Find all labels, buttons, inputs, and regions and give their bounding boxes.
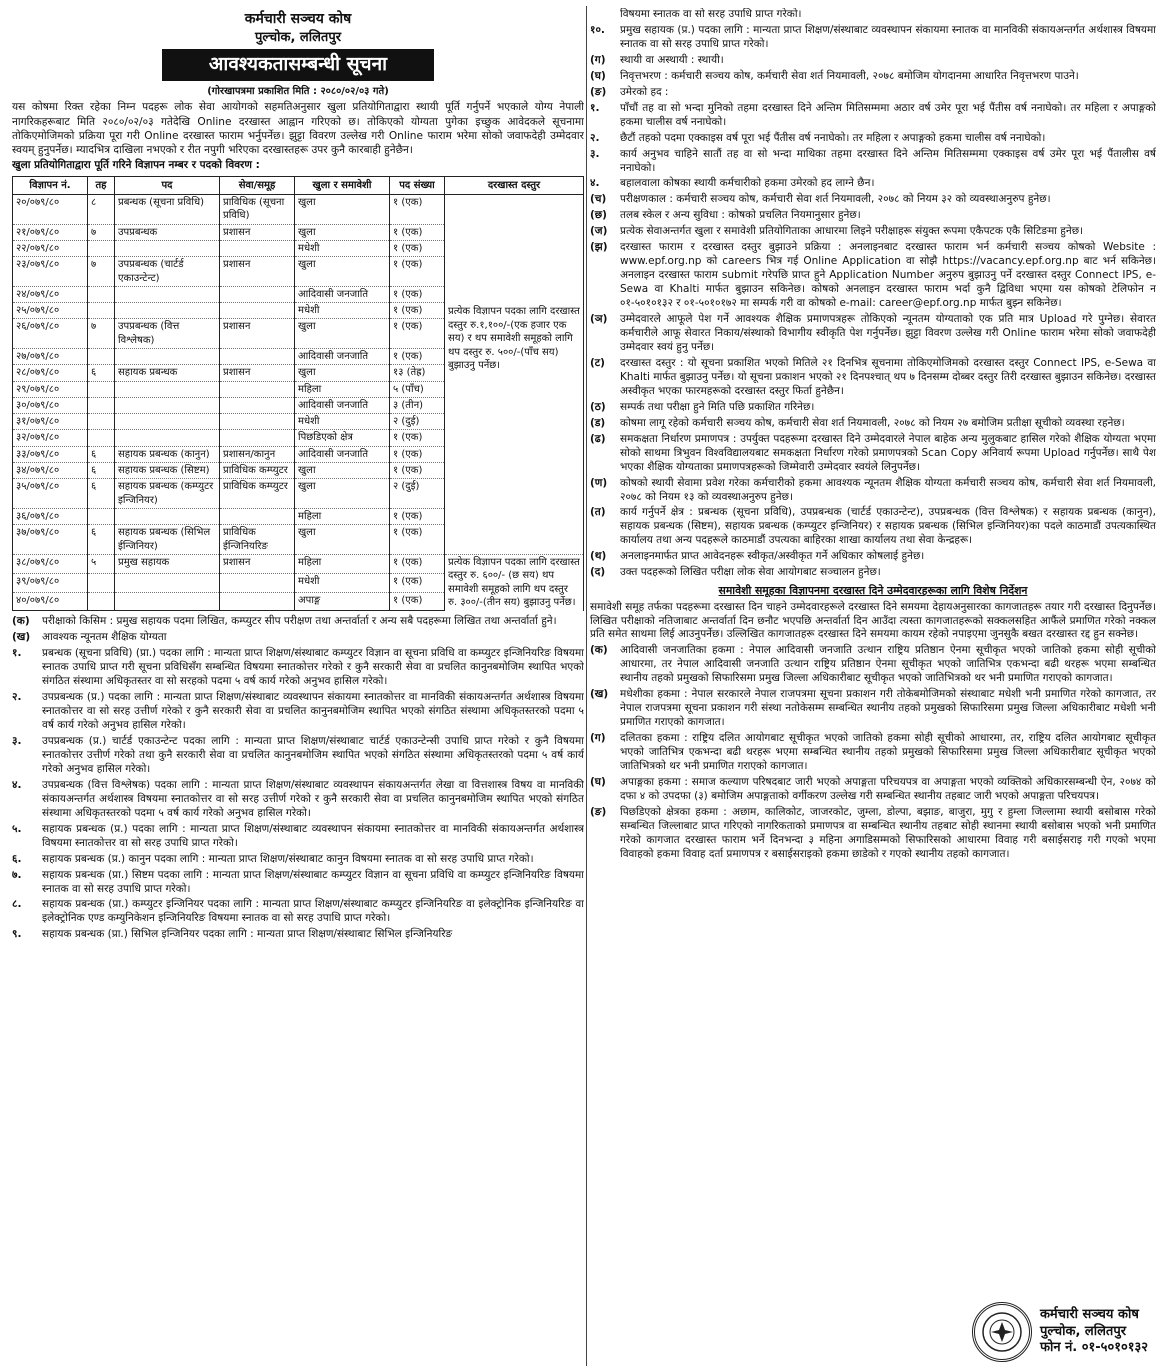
post-cell: सहायक प्रबन्धक (सिभिल ईन्जिनियर): [115, 525, 220, 555]
item-text: आदिवासी जनजातिका हकमा : नेपाल आदिवासी जनजाति उत्थान राष्ट्रिय प्रतिष्ठान ऐनमा सूचीकृत भएको जातिको हकमा सोही सूचीको आधारमा, तर नेपाल आदिवासी जनजाति उत्थान राष्ट्रिय प्रतिष्ठान ऐनमा सूचीकृत भएको जातिभित्र एकभन्दा बढी थरहरू भएमा सम्बन्धित स्थानीय तहको प्रमुखको सिफारिसमा प्रमुख जिल्ला अधिकारीबाट सूचीकृत भएको जातिभित्रको थर भनी प्रमाणित गराएको कागजात।: [620, 644, 1156, 685]
clause-item: [590, 433, 1156, 475]
service-cell: प्राविधिक ईन्जिनियरिङ: [220, 525, 295, 555]
item-marker: (घ): [590, 776, 606, 789]
col-header-post: पद: [115, 176, 220, 194]
qualification-item: [12, 779, 584, 821]
count-cell: १ (एक): [390, 257, 445, 287]
category-cell: खुला: [295, 525, 390, 555]
service-cell: [220, 286, 295, 302]
level-cell: ६: [88, 365, 115, 381]
category-cell: मधेशी: [295, 573, 390, 592]
level-cell: ६: [88, 446, 115, 462]
count-cell: १ (एक): [390, 525, 445, 555]
level-cell: [88, 414, 115, 430]
special-instruction-item: [590, 776, 1156, 804]
clause-item: [590, 417, 1156, 431]
item-marker: (क): [590, 644, 608, 657]
footer-phone: फोन नं. ०१-५०१०१३२: [1039, 1340, 1148, 1356]
category-cell: खुला: [295, 319, 390, 349]
item-marker: (ठ): [590, 400, 606, 413]
item-marker: (ञ): [590, 313, 608, 326]
ad-no-cell: ३९/०७९/८०: [13, 573, 88, 592]
item-text: सहायक प्रबन्धक (प्रा.) कम्प्युटर इन्जिनियर पदका लागि : मान्यता प्राप्त शिक्षण/संस्थाबाट कम्प्युटर इन्जिनियरिङ वा इलेक्ट्रोनिक इन्जिनियरिङ वा इलेक्ट्रोनिक एण्ड कम्युनिकेशन इन्जिनियरिङ विषयमा स्नातक वा सो सरह उपाधि प्राप्त गरेको।: [42, 898, 584, 925]
level-cell: ८: [88, 195, 115, 225]
item-marker: २.: [12, 691, 22, 704]
item-marker: (झ): [590, 241, 608, 254]
special-instruction-item: [590, 688, 1156, 730]
item-text: उमेरको हद :: [620, 85, 669, 98]
ad-no-cell: ३०/०७९/८०: [13, 397, 88, 413]
service-cell: [220, 397, 295, 413]
ad-no-cell: ३८/०७९/८०: [13, 554, 88, 573]
clause-item: [590, 566, 1156, 580]
item-marker: (त): [590, 506, 606, 519]
item-text: समकक्षता निर्धारण प्रमाणपत्र : उपर्युक्त पदहरूमा दरखास्त दिने उम्मेदवारले नेपाल बाहेक अन्य मुलुकबाट हासिल गरेको शैक्षिक योग्यता भएमा सोको साथमा त्रिभुवन विश्वविद्यालयबाट समकक्षता निर्धारण गरेको प्रमाणपत्रको Scan Copy अनिवार्य रूपमा Upload गर्नुपर्नेछ। साथै पेश भएका शैक्षिक योग्यताका प्रमाणपत्रहरूको जिम्मेवारी उम्मेदवार स्वयंले लिनुपर्नेछ।: [620, 432, 1156, 473]
qualification-item: [12, 647, 584, 689]
col-header-category: खुला र समावेशी: [295, 176, 390, 194]
qualification-item: [12, 928, 584, 942]
item-marker: १०.: [590, 23, 605, 36]
count-cell: १ (एक): [390, 286, 445, 302]
item-marker: (क): [12, 615, 30, 628]
level-cell: [88, 286, 115, 302]
count-cell: १ (एक): [390, 592, 445, 611]
post-cell: [115, 573, 220, 592]
clause-item: [590, 102, 1156, 130]
post-cell: [115, 240, 220, 256]
item-marker: (ख): [590, 688, 609, 701]
qualification-item: [12, 691, 584, 733]
clause-item: [590, 477, 1156, 505]
clause-item: [590, 177, 1156, 191]
count-cell: १ (एक): [390, 573, 445, 592]
post-cell: उपप्रबन्धक (चार्टर्ड एकाउन्टेन्ट): [115, 257, 220, 287]
item-marker: ७.: [12, 868, 22, 881]
table-caption: खुला प्रतियोगिताद्वारा पूर्ति गरिने विज्ञापन नम्बर र पदको विवरण :: [12, 158, 260, 171]
ad-no-cell: ४०/०७९/८०: [13, 592, 88, 611]
item-marker: (च): [590, 193, 607, 206]
ad-no-cell: २०/०७९/८०: [13, 195, 88, 225]
clause-item: [590, 132, 1156, 146]
count-cell: १ (एक): [390, 446, 445, 462]
count-cell: १ (एक): [390, 195, 445, 225]
item-text: उम्मेदवारले आफूले पेश गर्ने आवश्यक शैक्षिक प्रमाणपत्रहरू तोकिएको न्यूनतम योग्यताको एक प्रति मात्र Upload गरे पुग्नेछ। सेवारत कर्मचारीले आफू सेवारत निकाय/संस्थाको विभागीय स्वीकृति पेश गर्नुपर्नेछ। झुट्टा विवरण उल्लेख गरी Online फाराम भरेमा सोको जवाफदेही उम्मेदवार स्वयं हुनु पर्नेछ।: [620, 313, 1156, 353]
service-cell: [220, 508, 295, 524]
special-instruction-item: [590, 806, 1156, 862]
col-header-ad-no: विज्ञापन नं.: [13, 176, 88, 194]
service-cell: [220, 381, 295, 397]
item-text: परीक्षाको किसिम : प्रमुख सहायक पदमा लिखित, कम्प्युटर सीप परीक्षण तथा अन्तर्वार्ता र अन्य सबै पदहरूमा लिखित तथा अन्तर्वार्ता हुने।: [42, 615, 557, 628]
level-cell: [88, 303, 115, 319]
item-text: प्रबन्धक (सूचना प्रविधि) (प्रा.) पदका लागि : मान्यता प्राप्त शिक्षण/संस्थाबाट कम्प्युटर विज्ञान वा सूचना प्रविधि वा कम्प्युटर इन्जिनियरिङ विषयमा स्नातक उपाधि प्राप्त गरी सूचना प्रविधिसँग सम्बन्धित विषयमा स्नातकोत्तर गरेको र कुनै सरकारी सेवा वा प्रचलित कानुनबमोजिम स्थापित भएको संगठित संस्थामा अधिकृतस्तर वा सो सरहको पदमा ५ वर्ष कार्य गरेको अनुभव हासिल गरेको।: [42, 647, 584, 688]
item-marker: (ण): [590, 476, 608, 489]
clause-item: [590, 86, 1156, 100]
item-marker: (छ): [590, 209, 607, 222]
category-cell: मधेशी: [295, 414, 390, 430]
category-cell: मधेशी: [295, 303, 390, 319]
category-cell: खुला: [295, 479, 390, 509]
footer-location: पुल्चोक, ललितपुर: [1039, 1323, 1127, 1339]
item-text: सहायक प्रबन्धक (प्र.) कानुन पदका लागि : मान्यता प्राप्त शिक्षण/संस्थाबाट कानुन विषयमा स्नातक वा सो सरह उपाधि प्राप्त गरेको।: [42, 852, 534, 865]
item-text: पाँचौं तह वा सो भन्दा मुनिको तहमा दरखास्त दिने अन्तिम मितिसम्ममा अठार वर्ष उमेर पूरा भई पैंतीस वर्ष ननाघेको। तर महिला र अपाङ्गको हकमा चालीस वर्ष ननाघेको।: [620, 101, 1156, 128]
special-instruction-item: [590, 644, 1156, 686]
special-instruction-item: [590, 732, 1156, 774]
item-text: सम्पर्क तथा परीक्षा हुने मिति पछि प्रकाशित गरिनेछ।: [620, 400, 815, 413]
post-cell: [115, 381, 220, 397]
qualification-item: [12, 853, 584, 867]
category-cell: खुला: [295, 195, 390, 225]
table-row: [13, 554, 584, 573]
count-cell: १ (एक): [390, 348, 445, 364]
notice-page: [6, 6, 1156, 1366]
item-text: सहायक प्रबन्धक (प्रा.) सिभिल इन्जिनियर पदका लागि : मान्यता प्राप्त शिक्षण/संस्थाबाट सिभिल इन्जिनियरिङ: [42, 928, 453, 941]
item-marker: (थ): [590, 550, 607, 563]
level-cell: ७: [88, 224, 115, 240]
item-text: उपप्रबन्धक (प्र.) चार्टर्ड एकाउन्टेन्ट पदका लागि : मान्यता प्राप्त शिक्षण/संस्थाबाट चार्टर्ड एकाउन्टेन्सी उपाधि प्राप्त गरेको र कुनै विषयमा स्नातकोत्तर उत्तीर्ण गरेको तथा कुनै सरकारी सेवा वा प्रचलित कानुनबमोजिम स्थापित भएको संगठित संस्थामा अधिकृतस्तरको पदमा ५ वर्ष कार्य गरेको अनुभव हासिल गरेको।: [42, 734, 584, 775]
post-cell: सहायक प्रबन्धक (कानुन): [115, 446, 220, 462]
level-cell: ६: [88, 525, 115, 555]
post-cell: [115, 397, 220, 413]
level-cell: ७: [88, 257, 115, 287]
category-cell: महिला: [295, 554, 390, 573]
count-cell: १ (एक): [390, 463, 445, 479]
clause-item: [590, 357, 1156, 399]
item-text: कार्य अनुभव चाहिने सातौं तह वा सो भन्दा माथिका तहमा दरखास्त दिने अन्तिम मितिसम्ममा एक्काइस वर्ष उमेर पूरा भई पैंतालीस वर्ष ननाघेको।: [620, 147, 1156, 174]
ad-no-cell: ३७/०७९/८०: [13, 525, 88, 555]
clause-item: [590, 70, 1156, 84]
category-cell: मधेशी: [295, 240, 390, 256]
org-location: पुल्चोक, ललितपुर: [254, 29, 342, 45]
category-cell: आदिवासी जनजाति: [295, 397, 390, 413]
item-text: कोषको स्थायी सेवामा प्रवेश गरेका कर्मचारीको हकमा आवश्यक न्यूनतम शैक्षिक योग्यता कर्मचारी सञ्चय कोष, कर्मचारी सेवा शर्त नियमावली, २०७८ को नियम १३ को व्यवस्थाअनुरुप हुनेछ।: [620, 476, 1156, 503]
post-cell: उपप्रबन्धक: [115, 224, 220, 240]
service-cell: प्रशासन: [220, 224, 295, 240]
count-cell: १ (एक): [390, 303, 445, 319]
qualification-item: [12, 898, 584, 926]
item-text: बहालवाला कोषका स्थायी कर्मचारीको हकमा उमेरको हद लाग्ने छैन।: [620, 177, 875, 190]
item-text: परीक्षणकाल : कर्मचारी सञ्चय कोष, कर्मचारी सेवा शर्त नियमावली, २०७८ को नियम ३२ को व्यवस्थाअनुरुप हुनेछ।: [620, 193, 1051, 206]
item-marker: (ढ): [590, 432, 606, 445]
clause-item: [590, 54, 1156, 68]
item-marker: ३.: [12, 734, 22, 747]
clause-item: [590, 401, 1156, 415]
service-cell: [220, 573, 295, 592]
service-cell: प्राविधिक (सूचना प्रविधि): [220, 195, 295, 225]
item-text: अनलाइनमार्फत प्राप्त आवेदनहरू स्वीकृत/अस्वीकृत गर्ने अधिकार कोषलाई हुनेछ।: [620, 550, 925, 563]
item-text: मधेशीका हकमा : नेपाल सरकारले नेपाल राजपत्रमा सूचना प्रकाशन गरी तोकेबमोजिमको संस्थाबाट मधेशी भनी प्रमाणित गरेको कागजात, तर नेपाल राजपत्रमा सूचना प्रकाशन गरी संस्था नतोकेसम्म सम्बन्धित स्थानीय तहको प्रमुखको सिफारिसमा प्रमुख जिल्ला अधिकारीबाट मधेशी भनी प्रमाणित गराएको कागजात।: [620, 688, 1156, 729]
exam-sections: [12, 615, 584, 645]
post-cell: सहायक प्रबन्धक (कम्प्युटर इन्जिनियर): [115, 479, 220, 509]
category-cell: आदिवासी जनजाति: [295, 446, 390, 462]
post-cell: उपप्रबन्धक (वित्त विश्लेषक): [115, 319, 220, 349]
service-cell: [220, 592, 295, 611]
clause-item: [590, 148, 1156, 176]
clause-item: [590, 209, 1156, 223]
item-marker: (ड): [590, 416, 606, 429]
clause-item: [590, 506, 1156, 548]
qualification-item: [12, 735, 584, 777]
service-cell: प्रशासन: [220, 554, 295, 573]
left-column: [12, 8, 584, 1366]
count-cell: १३ (तेह्र): [390, 365, 445, 381]
item-marker: (ङ): [590, 805, 607, 818]
ad-no-cell: २३/०७९/८०: [13, 257, 88, 287]
item-text: अपाङ्गका हकमा : समाज कल्याण परिषदबाट जारी भएको अपाङ्गता परिचयपत्र वा अपाङ्गता भएको व्यक्तिको अधिकारसम्बन्धी ऐन, २०७४ को दफा ४ को उपदफा (३) बमोजिम अपाङ्गताको वर्गीकरण उल्लेख गरी सम्बन्धित स्थानीय तहबाट जारी भएको अपाङ्गता परिचयपत्र।: [620, 776, 1156, 802]
clause-item: [590, 24, 1156, 52]
col-header-service: सेवा/समूह: [220, 176, 295, 194]
count-cell: ३ (तीन): [390, 397, 445, 413]
post-cell: प्रबन्धक (सूचना प्रविधि): [115, 195, 220, 225]
clause-item: [590, 550, 1156, 564]
post-cell: [115, 430, 220, 446]
special-instruction-title: समावेशी समूहका विज्ञापनमा दरखास्त दिने उम्मेदवारहरूका लागि विशेष निर्देशन: [718, 584, 1028, 598]
level-cell: ७: [88, 319, 115, 349]
category-cell: महिला: [295, 508, 390, 524]
ad-no-cell: २७/०७९/८०: [13, 348, 88, 364]
item-marker: ९.: [12, 928, 22, 941]
count-cell: २ (दुई): [390, 414, 445, 430]
level-cell: [88, 592, 115, 611]
item-text: सहायक प्रबन्धक (प्र.) पदका लागि : मान्यता प्राप्त शिक्षण/संस्थाबाट व्यवस्थापन संकायमा स्नातकोत्तर वा मानविकी संकायअन्तर्गत अर्थशास्त्र विषयमा स्नातकोत्तर वा सो सरह उपाधि प्राप्त गरेको।: [42, 822, 584, 849]
clause-item: [590, 193, 1156, 207]
fee-cell: प्रत्येक विज्ञापन पदका लागि दरखास्त दस्तुर रु.१,१००/-(एक हजार एक सय) र थप समावेशी समूहको लागि थप दस्तुर रु. ५००/-(पाँच सय) बुझाउनु पर्नेछ।: [445, 195, 584, 555]
item-text: आवश्यक न्यूनतम शैक्षिक योग्यता: [42, 631, 167, 644]
count-cell: १ (एक): [390, 319, 445, 349]
service-cell: प्रशासन: [220, 257, 295, 287]
category-cell: पिछडिएको क्षेत्र: [295, 430, 390, 446]
item-marker: ४.: [590, 177, 600, 190]
col-header-count: पद संख्या: [390, 176, 445, 194]
level-cell: [88, 397, 115, 413]
service-cell: प्रशासन: [220, 319, 295, 349]
clause-item: [590, 313, 1156, 355]
item-marker: १.: [590, 101, 600, 114]
level-cell: [88, 381, 115, 397]
item-text: प्रत्येक सेवाअन्तर्गत खुला र समावेशी प्रतियोगिताका आधारमा लिइने परीक्षाहरू संयुक्त रूपमा एकैपटक एकै सिटिङमा हुनेछ।: [620, 225, 1084, 238]
qualification-item: [12, 869, 584, 897]
count-cell: १ (एक): [390, 240, 445, 256]
item-text: सहायक प्रबन्धक (प्रा.) सिष्टम पदका लागि : मान्यता प्राप्त शिक्षण/संस्थाबाट कम्प्युटर विज्ञान वा सूचना प्रविधि वा कम्प्युटर इन्जिनियरिङ विषयमा स्नातक वा सो सरह उपाधि प्राप्त गरेको।: [42, 868, 584, 895]
qualification-item: [12, 823, 584, 851]
signature-block: [972, 1302, 1148, 1362]
table-row: [13, 195, 584, 225]
item-marker: (ट): [590, 356, 605, 369]
service-cell: प्रशासन/कानुन: [220, 446, 295, 462]
continued-text: विषयमा स्नातक वा सो सरह उपाधि प्राप्त गरेको।: [620, 8, 802, 20]
fee-cell: प्रत्येक विज्ञापन पदका लागि दरखास्त दस्तुर रु. ६००/- (छ सय) थप समावेशी समूहको लागि थप दस्तुर रु. ३००/-(तीन सय) बुझाउनु पर्नेछ।: [445, 554, 584, 611]
item-text: कोषमा लागू रहेको कर्मचारी सञ्चय कोष, कर्मचारी सेवा शर्त नियमावली, २०७८ को नियम २७ बमोजिम प्रतीक्षा सूचीको व्यवस्था रहनेछ।: [620, 416, 1125, 429]
item-marker: (घ): [590, 69, 606, 82]
special-instruction-intro: समावेशी समूह तर्फका पदहरूमा दरखास्त दिन चाहने उम्मेदवारहरूले दरखास्त दिने समयमा देहायअनुसारका कागजातहरू तयार गरी दरखास्त दिनुपर्नेछ। लिखित परीक्षाको नतिजाबाट अन्तर्वार्ता दिन छनौट भएपछि अन्तर्वार्ता दिन आउँदा त्यस्ता कागजातहरूको सक्कलसहित आफैंले प्रमाणित गरेको नक्कल प्रति समेत साथमा लिई आउनुपर्नेछ। उल्लिखित कागजातहरू दरखास्त दिने समयमा कायम रहेको नपाइएमा जुनसुकै बखत दरखास्त रद्द हुन सक्नेछ।: [590, 600, 1156, 641]
service-cell: प्राविधिक कम्प्युटर: [220, 479, 295, 509]
category-cell: खुला: [295, 365, 390, 381]
ad-no-cell: २२/०७९/८०: [13, 240, 88, 256]
item-text: निवृत्तभरण : कर्मचारी सञ्चय कोष, कर्मचारी सेवा शर्त नियमावली, २०७८ बमोजिम योगदानमा आधारित निवृत्तभरण पाउने।: [620, 69, 1079, 82]
item-marker: ५.: [12, 822, 22, 835]
ad-no-cell: २१/०७९/८०: [13, 224, 88, 240]
item-text: तलब स्केल र अन्य सुविधा : कोषको प्रचलित नियमानुसार हुनेछ।: [620, 209, 861, 222]
category-cell: खुला: [295, 224, 390, 240]
col-header-level: तह: [88, 176, 115, 194]
post-cell: [115, 414, 220, 430]
item-marker: १.: [12, 647, 22, 660]
level-cell: [88, 430, 115, 446]
post-cell: [115, 286, 220, 302]
vacancy-table: [12, 176, 584, 612]
post-cell: सहायक प्रबन्धक (सिष्टम): [115, 463, 220, 479]
count-cell: १ (एक): [390, 554, 445, 573]
ad-no-cell: २४/०७९/८०: [13, 286, 88, 302]
post-cell: [115, 348, 220, 364]
ad-no-cell: ३३/०७९/८०: [13, 446, 88, 462]
org-name: कर्मचारी सञ्चय कोष: [244, 11, 352, 27]
level-cell: ६: [88, 463, 115, 479]
section-item: [12, 615, 584, 629]
level-cell: [88, 573, 115, 592]
item-text: दलितका हकमा : राष्ट्रिय दलित आयोगबाट सूचीकृत भएको जातिको हकमा सोही सूचीको आधारमा, तर, राष्ट्रिय दलित आयोगबाट सूचीकृत भएको जातिभित्र एकभन्दा बढी थरहरू भएमा सम्बन्धित स्थानीय तहको प्रमुखको सिफारिसमा प्रमुख जिल्ला अधिकारीबाट सूचीकृत भएको जातिभित्रको थर भनी प्रमाणित गराएको कागजात।: [620, 732, 1156, 773]
clause-item: [590, 225, 1156, 239]
item-text: कार्य गर्नुपर्ने क्षेत्र : प्रबन्धक (सूचना प्रविधि), उपप्रबन्धक (चार्टर्ड एकाउन्टेन्ट), उपप्रबन्धक (वित्त विश्लेषक) र सहायक प्रबन्धक (कानुन), सहायक प्रबन्धक (सिष्टम), सहायक प्रबन्धक (कम्प्युटर इन्जिनियर) र सहायक प्रबन्धक (सिभिल इन्जिनियर)का पदले काठमाडौं उपत्यकास्थित कार्यालय तथा अन्य पदहरूले काठमाडौं उपत्यका बाहिरका शाखा कार्यालय तथा सेवा केन्द्रहरू।: [620, 506, 1156, 547]
ad-no-cell: ३४/०७९/८०: [13, 463, 88, 479]
post-cell: सहायक प्रबन्धक: [115, 365, 220, 381]
item-marker: ६.: [12, 852, 22, 865]
item-text: छैटौं तहको पदमा एक्काइस वर्ष पूरा भई पैंतीस वर्ष ननाघेको। तर महिला र अपाङ्गको हकमा चालीस वर्ष ननाघेको।: [620, 131, 1046, 144]
count-cell: २ (दुई): [390, 479, 445, 509]
service-cell: प्राविधिक कम्प्युटर: [220, 463, 295, 479]
ad-no-cell: २५/०७९/८०: [13, 303, 88, 319]
item-marker: (ग): [590, 53, 606, 66]
post-cell: [115, 592, 220, 611]
ad-no-cell: ३१/०७९/८०: [13, 414, 88, 430]
section-item: [12, 631, 584, 645]
item-marker: ८.: [12, 898, 22, 911]
col-header-fee: दरखास्त दस्तुर: [445, 176, 584, 194]
category-cell: खुला: [295, 463, 390, 479]
item-text: उपप्रबन्धक (वित्त विश्लेषक) पदका लागि : मान्यता प्राप्त शिक्षण/संस्थाबाट व्यवस्थापन संकायअन्तर्गत लेखा वा वित्तशास्त्र विषय वा मानविकी संकायअन्तर्गत अर्थशास्त्र विषयमा स्नातकोत्तर वा सो सरह उत्तीर्ण गरेको र कुनै सरकारी सेवा वा प्रचलित कानुनबमोजिम स्थापित भएको संगठित संस्थामा अधिकृतस्तरको पदमा ५ वर्ष कार्य गरेको अनुभव हासिल गरेको।: [42, 778, 584, 819]
item-text: दरखास्त दस्तुर : यो सूचना प्रकाशित भएको मितिले २१ दिनभित्र सूचनामा तोकिएमोजिमको दरखास्त दस्तुर Connect IPS, e-Sewa वा Khalti मार्फत बुझाउनु पर्नेछ। यो सूचना प्रकाशन भएको २१ दिनपश्चात् थप ७ दिनसम्म दोब्बर दस्तुर तिरी दरखास्त बुझाउन सकिनेछ। दरखास्त अस्वीकृत भएका फारमहरूको दरखास्त दस्तुर फिर्ता हुनेछैन।: [620, 356, 1156, 397]
service-cell: [220, 240, 295, 256]
level-cell: ६: [88, 479, 115, 509]
count-cell: १ (एक): [390, 430, 445, 446]
service-cell: प्रशासन: [220, 365, 295, 381]
post-cell: [115, 303, 220, 319]
service-cell: [220, 414, 295, 430]
category-cell: आदिवासी जनजाति: [295, 286, 390, 302]
item-marker: (द): [590, 566, 606, 579]
notice-title: आवश्यकतासम्बन्धी सूचना: [162, 49, 434, 81]
item-text: उक्त पदहरूको लिखित परीक्षा लोक सेवा आयोगबाट सञ्चालन हुनेछ।: [620, 566, 881, 579]
item-marker: २.: [590, 131, 600, 144]
service-cell: [220, 303, 295, 319]
item-text: पिछडिएको क्षेत्रका हकमा : अछाम, कालिकोट, जाजरकोट, जुम्ला, डोल्पा, बझाङ, बाजुरा, मुगु र हुम्ला जिल्लामा स्थायी बसोबास गरेको सम्बन्धित जिल्लाबाट प्राप्त गरिएको नागरिकताको प्रमाणपत्र वा सम्बन्धित स्थानीय तहबाट सोही स्थानमा स्थायी बसोबास भएको भनी प्रमाणित गरेको कागजात दरखास्त फाराम भर्ने दिनभन्दा ३ महिना अगाडिसम्मको सिफारिसको आधारमा विवाह गरी बसाईसराइ गरी गएको भएमा विवाहको हकमा विवाह दर्ता प्रमाणपत्र र बसाईसराइको हकमा छाडेको र गएको स्थानीय तहको कागजात।: [620, 805, 1156, 860]
level-cell: ५: [88, 554, 115, 573]
intro-paragraph: यस कोषमा रिक्त रहेका निम्न पदहरू लोक सेवा आयोगको सहमतिअनुसार खुला प्रतियोगिताद्वारा स्थायी पूर्ति गर्नुपर्ने भएकाले योग्य नेपाली नागरिकहरूबाट मिति २०८०/०२/०३ गतेदेखि Online दरखास्त आह्वान गरिएको छ। तोकिएको योग्यता पुगेका इच्छुक आवेदकले सूचनामा तोकिएमोजिमको प्रक्रिया पूरा गरी Online दरखास्त फाराम भर्नुपर्नेछ। झुट्टा विवरण उल्लेख गरी Online फाराम भरेमा सोको जवाफदेही उम्मेदवार स्वयम् हुनुपर्नेछ। म्यादभित्र दाखिला नभएको र रीत नपुगी भरिएका दरखास्तहरू उपर कुनै कारबाही हुनेछैन।: [12, 101, 584, 156]
category-cell: खुला: [295, 257, 390, 287]
item-text: स्थायी वा अस्थायी : स्थायी।: [620, 53, 724, 66]
qualification-list: [12, 647, 584, 942]
category-cell: महिला: [295, 381, 390, 397]
item-marker: (ख): [12, 631, 31, 644]
ad-no-cell: ३५/०७९/८०: [13, 479, 88, 509]
level-cell: [88, 348, 115, 364]
ad-no-cell: २८/०७९/८०: [13, 365, 88, 381]
item-marker: (ज): [590, 225, 608, 238]
item-marker: (ङ): [590, 85, 607, 98]
category-cell: अपाङ्ग: [295, 592, 390, 611]
footer-org: कर्मचारी सञ्चय कोष: [1039, 1306, 1139, 1322]
service-cell: [220, 348, 295, 364]
ad-no-cell: ३२/०७९/८०: [13, 430, 88, 446]
item-marker: ३.: [590, 147, 600, 160]
item-marker: ४.: [12, 778, 22, 791]
item-text: उपप्रबन्धक (प्र.) पदका लागि : मान्यता प्राप्त शिक्षण/संस्थाबाट व्यवस्थापन संकायमा स्नातकोत्तर वा मानविकी संकायअन्तर्गत अर्थशास्त्र विषयमा स्नातकोत्तर वा सो सरह उत्तीर्ण गरेको र कुनै सरकारी सेवा वा प्रचलित कानुनबमोजिम स्थापित भएको संगठित संस्थामा अधिकृतस्तरको पदमा ५ वर्ष कार्य गरेको अनुभव हासिल गरेको।: [42, 691, 584, 732]
ad-no-cell: ३६/०७९/८०: [13, 508, 88, 524]
post-cell: प्रमुख सहायक: [115, 554, 220, 573]
special-instruction-list: [590, 644, 1156, 861]
level-cell: [88, 240, 115, 256]
post-cell: [115, 508, 220, 524]
publish-date: (गोरखापत्रमा प्रकाशित मिति : २०८०/०२/०३ गते): [207, 86, 389, 98]
ad-no-cell: २६/०७९/८०: [13, 319, 88, 349]
table-header-row: [13, 176, 584, 194]
column-divider: [586, 6, 587, 1366]
epf-seal-icon: [972, 1302, 1032, 1362]
count-cell: ५ (पाँच): [390, 381, 445, 397]
item-text: दरखास्त फाराम र दरखास्त दस्तुर बुझाउने प्रक्रिया : अनलाइनबाट दरखास्त फाराम भर्न कर्मचारी सञ्चय कोषको Website : www.epf.org.np को careers भित्र गई Online Application वा सोझै https://vacancy.epf.org.np बाट भर्न सकिनेछ। अनलाइन दरखास्त फाराम submit गरेपछि प्राप्त हुने Application Number अनुरुप बुझाउनु पर्ने दरखास्त दस्तुर Connect IPS, e-Sewa वा Khalti मार्फत बुझाउन सकिनेछ। कोषको अनलाइन दरखास्त फाराम भर्दा कुनै द्विविधा भएमा यस कोषको टेलिफोन न ०१-५०१०१३२ र ०१-५०१०१७२ मा सम्पर्क गरी वा कोषको e-mail: career@epf.org.np मार्फत बुझ्न सकिनेछ।: [620, 241, 1156, 310]
right-column: [590, 8, 1156, 1366]
category-cell: आदिवासी जनजाति: [295, 348, 390, 364]
count-cell: १ (एक): [390, 224, 445, 240]
count-cell: १ (एक): [390, 508, 445, 524]
notice-clauses: [590, 24, 1156, 580]
item-text: प्रमुख सहायक (प्र.) पदका लागि : मान्यता प्राप्त शिक्षण/संस्थाबाट व्यवस्थापन संकायमा स्नातक वा मानविकी संकायअन्तर्गत अर्थशास्त्र विषयमा स्नातक वा सो सरह उपाधि प्राप्त गरेको।: [620, 23, 1156, 50]
level-cell: [88, 508, 115, 524]
service-cell: [220, 430, 295, 446]
clause-item: [590, 241, 1156, 311]
item-marker: (ग): [590, 732, 606, 745]
ad-no-cell: २९/०७९/८०: [13, 381, 88, 397]
